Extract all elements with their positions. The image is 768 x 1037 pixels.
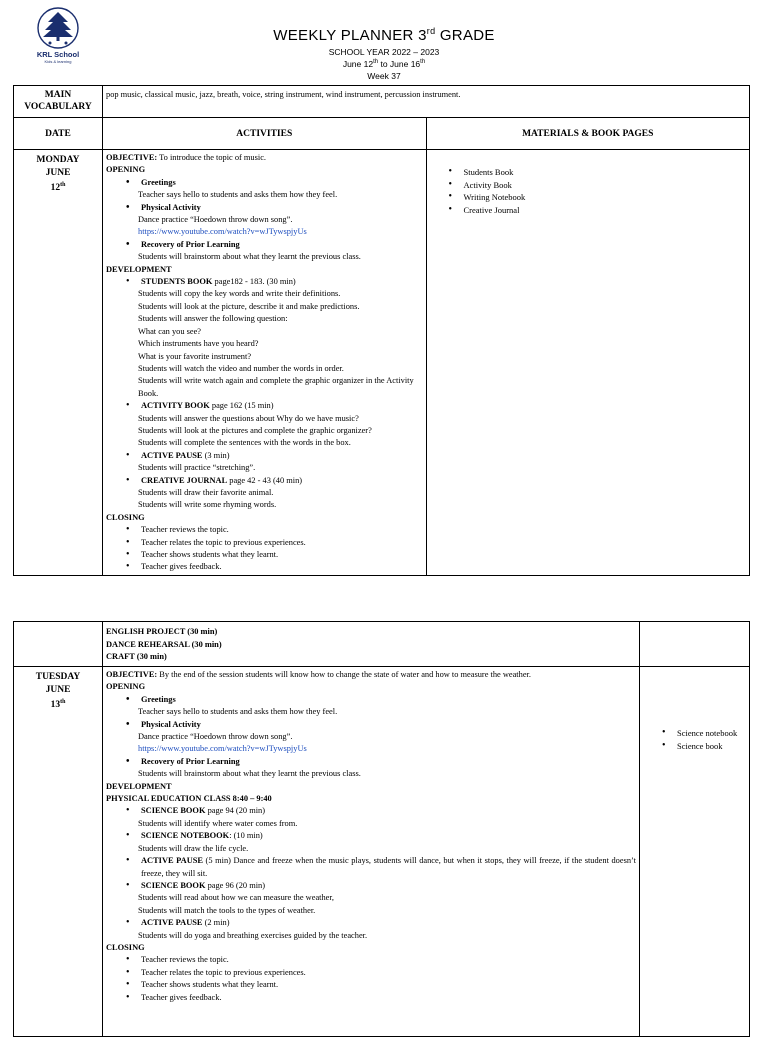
closing-item: • Teacher relates the topic to previous experiences.: [106, 537, 423, 549]
creative-journal-item: • CREATIVE JOURNAL page 42 - 43 (40 min): [106, 475, 423, 487]
physical-activity-item: • Physical Activity: [106, 202, 423, 214]
physical-activity-text: Dance practice “Hoedown throw down song”.: [138, 732, 293, 742]
science-notebook-item: • SCIENCE NOTEBOOK: (10 min): [106, 830, 636, 842]
ab-line: Students will answer the questions about Why do we have music?: [138, 413, 359, 423]
science-book-item: • SCIENCE BOOK page 94 (20 min): [106, 805, 636, 817]
closing-heading: CLOSING: [106, 942, 145, 952]
material-item: • Writing Notebook: [427, 191, 750, 204]
objective: OBJECTIVE: By the end of the session students will know how to change the state of water and how to measure the weather.: [106, 670, 531, 679]
recovery-item: • Recovery of Prior Learning: [106, 756, 636, 768]
tuesday-date: [14, 667, 103, 1037]
greetings-item: • Greetings: [106, 177, 423, 189]
ab-line: Students will complete the sentences with the words in the box.: [138, 438, 351, 448]
school-year: SCHOOL YEAR 2022 – 2023: [328, 47, 440, 57]
extra-item: ENGLISH PROJECT (30 min): [106, 627, 218, 636]
active-pause-item: • ACTIVE PAUSE (5 min) Dance and freeze when the music plays, students will dance, but when it stops, they will freeze, if the student doesn’t freeze, they will sit.: [106, 855, 636, 880]
page-title: WEEKLY PLANNER 3rd GRADE: [273, 26, 495, 44]
recovery-text: Students will brainstorm about what they learnt the previous class.: [138, 252, 361, 262]
col-materials: MATERIALS & BOOK PAGES: [426, 118, 750, 150]
vocab-row: [14, 86, 750, 118]
opening-heading: OPENING: [106, 682, 146, 692]
sb-line: What can you see?: [138, 326, 202, 336]
sb-line: Which instruments have you heard?: [138, 339, 259, 349]
closing-item: • Teacher shows students what they learnt.: [106, 549, 423, 561]
monday-activities: [103, 150, 427, 576]
extra-activities-row: [14, 622, 750, 667]
sb-line: Students will look at the picture, describe it and make predictions.: [138, 301, 360, 311]
greetings-text: Teacher says hello to students and asks them how they feel.: [138, 190, 338, 200]
material-item: • Activity Book: [427, 179, 750, 192]
sb-line: Students will copy the key words and write their definitions.: [138, 289, 341, 299]
day-number: 12th: [50, 182, 66, 194]
col-date: DATE: [14, 118, 103, 150]
vocab-text: pop music, classical music, jazz, breath, voice, string instrument, wind instrument, percussion instrument.: [103, 86, 750, 118]
extra-activities: [103, 622, 640, 667]
greetings-text: Teacher says hello to students and asks them how they feel.: [138, 707, 338, 717]
closing-item: • Teacher relates the topic to previous experiences.: [106, 967, 636, 979]
extra-date-cell: [14, 622, 103, 667]
closing-item: • Teacher shows students what they learnt.: [106, 979, 636, 991]
video-link[interactable]: https://www.youtube.com/watch?v=wJTywspjyUs: [138, 744, 307, 754]
day-number: 13th: [50, 699, 66, 711]
logo-name: KRL School: [36, 50, 80, 59]
sb-line: Students will write watch again and complete the graphic organizer in the Activity Book.: [138, 376, 414, 398]
extra-item: DANCE REHEARSAL (30 min): [106, 639, 222, 649]
tuesday-row: [14, 667, 750, 1037]
planner-table-tuesday: [13, 621, 750, 1037]
columns-row: [14, 118, 750, 150]
day-name: MONDAY: [36, 155, 80, 165]
greetings-item: • Greetings: [106, 694, 636, 706]
col-activities: ACTIVITIES: [103, 118, 427, 150]
opening-heading: OPENING: [106, 165, 146, 175]
planner-table-monday: [13, 85, 750, 576]
physical-activity-text: Dance practice “Hoedown throw down song”.: [138, 215, 293, 225]
sb-line: What is your favorite instrument?: [138, 351, 252, 361]
video-link[interactable]: https://www.youtube.com/watch?v=wJTywspjyUs: [138, 227, 307, 237]
science-book-line: Students will match the tools to the types of weather.: [138, 905, 316, 915]
science-notebook-text: Students will draw the life cycle.: [138, 843, 249, 853]
activity-book-item: • ACTIVITY BOOK page 162 (15 min): [106, 400, 423, 412]
month-name: JUNE: [45, 684, 71, 695]
material-item: • Science notebook: [640, 727, 749, 740]
cj-line: Students will write some rhyming words.: [138, 500, 277, 510]
material-item: • Creative Journal: [427, 204, 750, 217]
day-name: TUESDAY: [35, 672, 81, 682]
ab-line: Students will look at the pictures and complete the graphic organizer?: [138, 425, 372, 435]
science-book-text: Students will identify where water comes from.: [138, 818, 298, 828]
monday-row: [14, 150, 750, 576]
active-pause-text: Students will practice “stretching”.: [138, 463, 256, 473]
closing-item: • Teacher reviews the topic.: [106, 524, 423, 536]
week-number: Week 37: [367, 71, 401, 81]
material-item: • Science book: [640, 740, 749, 753]
active-pause-text: Students will do yoga and breathing exercises guided by the teacher.: [138, 930, 368, 940]
tuesday-activities: [103, 667, 640, 1037]
extra-materials-cell: [640, 622, 750, 667]
monday-materials: [426, 150, 750, 576]
sb-line: Students will watch the video and number the words in order.: [138, 363, 344, 373]
closing-item: • Teacher gives feedback.: [106, 561, 423, 573]
closing-item: • Teacher gives feedback.: [106, 992, 636, 1004]
tuesday-materials: [640, 667, 750, 1037]
sb-line: Students will answer the following question:: [138, 314, 288, 324]
development-heading: DEVELOPMENT: [106, 264, 172, 274]
objective: OBJECTIVE: To introduce the topic of music.: [106, 153, 267, 162]
closing-heading: CLOSING: [106, 512, 145, 522]
vocab-label: MAIN VOCABULARY: [14, 86, 103, 118]
closing-item: • Teacher reviews the topic.: [106, 954, 636, 966]
science-book-line: Students will read about how we can measure the weather,: [138, 893, 334, 903]
week-dates: June 12th to June 16th: [342, 59, 426, 69]
students-book-item: • STUDENTS BOOK page182 - 183. (30 min): [106, 276, 423, 288]
physical-activity-item: • Physical Activity: [106, 719, 636, 731]
month-name: JUNE: [45, 167, 71, 178]
recovery-item: • Recovery of Prior Learning: [106, 239, 423, 251]
active-pause-item: • ACTIVE PAUSE (3 min): [106, 450, 423, 462]
active-pause-item: • ACTIVE PAUSE (2 min): [106, 917, 636, 929]
logo-tagline: Kids & learning: [44, 59, 72, 64]
material-item: • Students Book: [427, 166, 750, 179]
recovery-text: Students will brainstorm about what they learnt the previous class.: [138, 769, 361, 779]
monday-date: [14, 150, 103, 576]
cj-line: Students will draw their favorite animal.: [138, 487, 274, 497]
science-book-item: • SCIENCE BOOK page 96 (20 min): [106, 880, 636, 892]
pe-class: PHYSICAL EDUCATION CLASS 8:40 – 9:40: [106, 794, 272, 804]
development-heading: DEVELOPMENT: [106, 781, 172, 791]
extra-item: CRAFT (30 min): [106, 652, 167, 661]
